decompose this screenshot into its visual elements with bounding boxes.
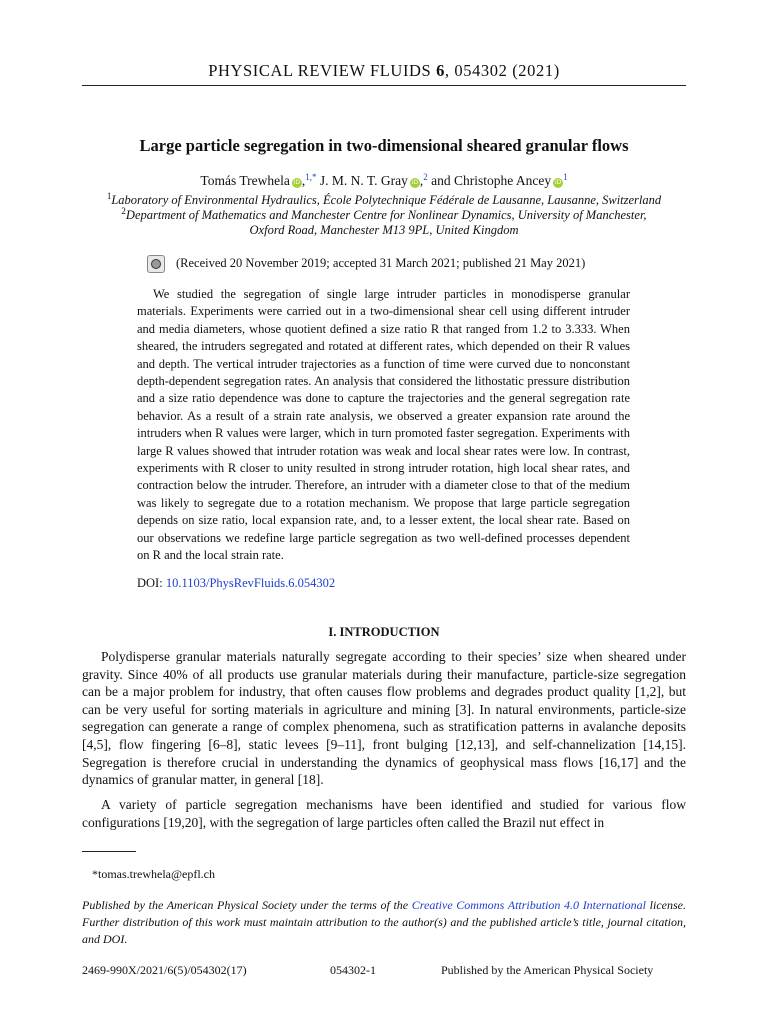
- footer-publisher: Published by the American Physical Society: [441, 963, 654, 977]
- section-heading: I. INTRODUCTION: [328, 625, 440, 639]
- author-conjunction: and: [431, 173, 451, 188]
- orcid-icon[interactable]: iD: [293, 179, 300, 186]
- received-dates: (Received 20 November 2019; accepted 31 March 2021; published 21 May 2021): [176, 256, 586, 270]
- license-statement: Published by the American Physical Society under the terms of the Creative Commons Attribution 4.0 International license. Further distribution of this work must maintain attribution to the author(s) and the published article’s title, journal citation, and DOI.: [82, 898, 686, 946]
- author-affiliation-ref[interactable]: 1,*: [305, 172, 317, 182]
- journal-header: PHYSICAL REVIEW FLUIDS 6, 054302 (2021): [208, 61, 560, 80]
- footnote-email[interactable]: *tomas.trewhela@epfl.ch: [92, 867, 216, 881]
- affiliation-1: $^1$Laboratory of Environmental Hydraulics, École Polytechnique Fédérale de Lausanne, Lausanne, Switzerland: [106, 191, 662, 207]
- abstract: We studied the segregation of single large intruder particles in monodisperse granular materials. Experiments were carried out in a two-dimensional shear cell using different intruder and media diameters, whose quotient defined a size ratio R that ranged from 1.2 to 3.333. When sheared, the intruders segregated and rotated at different rates, which depended on their R values and depth. The vertical intruder trajectories as a function of time were curved due to nonconstant depth-dependent segregation rates. An analysis that considered the lithostatic pressure distribution and a size ratio dependence was done to capture the trajectories and the general segregation rate behavior. As a result of a strain rate analysis, we observed a greater expansion rate around the intruders when R values were larger, which in turn promoted faster segregation. Experiments with large R values showed that intruder rotation was weak and local shear rates were low. In contrast, experiments with R closer to unity resulted in strong intruder rotation, high local shear rates, and contraction below the intruder. Therefore, an intruder with a diameter close to that of the medium was likely to segregate due to a rotation mechanism. We propose that large particle segregation depends on size ratio, local expansion rate, and, to a lesser extent, the local shear rate. Based on our observations we redefine large particle segregation as two well-defined processes dependent on R and the local strain rate.: [137, 287, 630, 563]
- footer-page-number: 054302-1: [330, 963, 376, 977]
- intro-paragraph-1: Polydisperse granular materials naturally segregate according to their species’ size when sheared under gravity. Since 40% of all products use granular materials during their manufacture, particle-size segregation can be a major problem for industry, that often causes flow problems and degrades product quality [1,2], but can be very useful for sorting materials in agriculture and mining [3]. In natural environments, particle-size segregation can generate a range of complex phenomena, such as stratification patterns in avalanche deposits [4,5], flow fingering [6–8], static levees [9–11], front bulging [12,13], and self-channelization [14,15]. Segregation is therefore crucial in understanding the dynamics of geophysical mass flows [16,17] and the dynamics of granular matter, in general [18].: [82, 649, 686, 788]
- author-name: Tomás Trewhela: [200, 173, 290, 188]
- orcid-icon[interactable]: iD: [411, 179, 418, 186]
- author-name: Christophe Ancey: [453, 173, 552, 188]
- header-rule: [82, 85, 686, 86]
- license-link[interactable]: Creative Commons Attribution 4.0 International: [411, 898, 647, 912]
- author-affiliation-ref[interactable]: 2: [423, 172, 428, 182]
- article-title: Large particle segregation in two-dimensional sheared granular flows: [139, 136, 629, 155]
- orcid-icon[interactable]: iD: [554, 179, 562, 186]
- affiliation-2-cont: Oxford Road, Manchester M13 9PL, United Kingdom: [249, 223, 519, 237]
- author-list: Tomás Trewhela iD ,$^{1,*}$ J. M. N. T. Gray iD ,$^2$ and Christophe Ancey $iD^1$: [200, 172, 568, 188]
- intro-paragraph-2: A variety of particle segregation mechanisms have been identified and studied for various flow configurations [19,20], with the segregation of large particles often called the Brazil nut effect in: [82, 797, 686, 830]
- footnote-rule: [82, 851, 136, 852]
- author-affiliation-ref[interactable]: 1: [563, 172, 568, 182]
- footer-issn: 2469-990X/2021/6(5)/054302(17): [82, 963, 247, 977]
- author-name: J. M. N. T. Gray: [319, 173, 408, 188]
- doi-link[interactable]: 10.1103/PhysRevFluids.6.054302: [165, 576, 336, 590]
- doi: DOI: 10.1103/PhysRevFluids.6.054302: [137, 576, 336, 590]
- check-for-updates-icon[interactable]: [147, 255, 165, 273]
- affiliation-2: $^2$Department of Mathematics and Manchester Centre for Nonlinear Dynamics, University of Manchester,: [121, 206, 647, 222]
